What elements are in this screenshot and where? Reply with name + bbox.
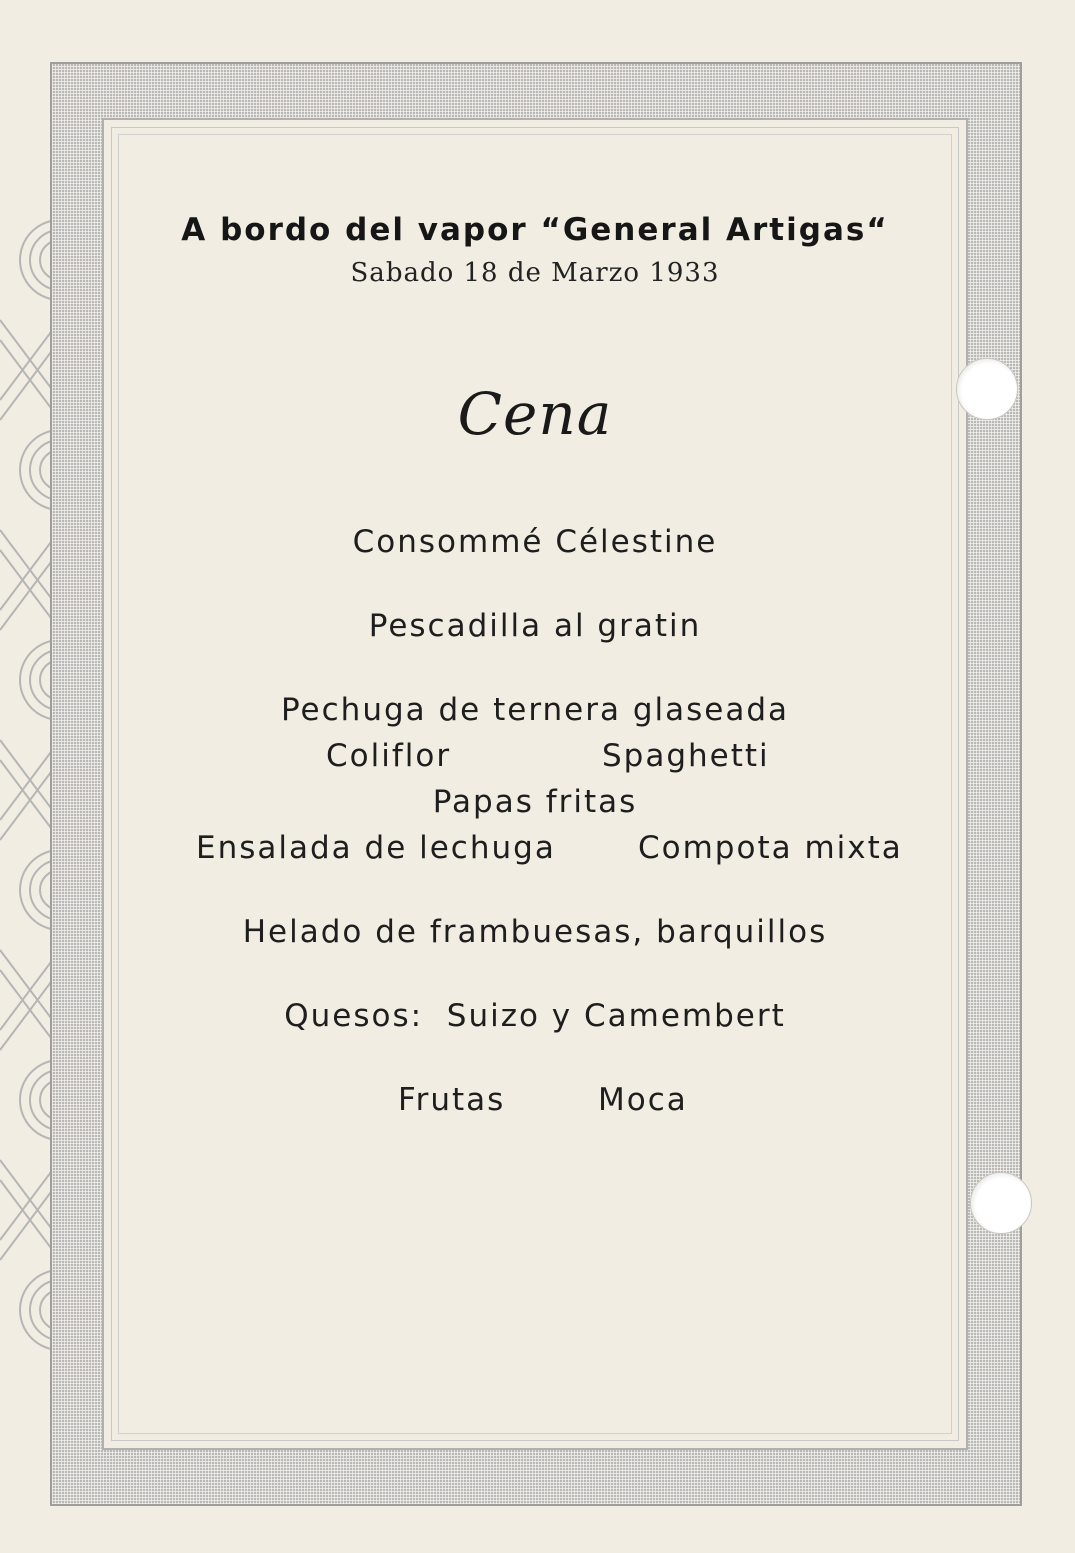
menu-item-quesos: Quesos: Suizo y Camembert bbox=[284, 998, 786, 1034]
final-row bbox=[102, 1082, 968, 1122]
menu-item-frutas: Frutas bbox=[398, 1082, 506, 1118]
side-compota: Compota mixta bbox=[638, 830, 903, 866]
sides-row-1 bbox=[102, 738, 968, 778]
menu-item-pechuga: Pechuga de ternera glaseada bbox=[280, 692, 790, 728]
side-ensalada: Ensalada de lechuga bbox=[196, 830, 556, 866]
menu-item-papas: Papas fritas bbox=[432, 784, 638, 820]
menu-item-moca: Moca bbox=[598, 1082, 688, 1118]
menu-item-helado: Helado de frambuesas, barquillos bbox=[242, 914, 828, 950]
side-coliflor: Coliflor bbox=[326, 738, 452, 774]
side-spaghetti: Spaghetti bbox=[602, 738, 770, 774]
menu-heading: Cena bbox=[457, 380, 613, 448]
menu-date: Sabado 18 de Marzo 1933 bbox=[350, 258, 720, 288]
menu-item-pescadilla: Pescadilla al gratin bbox=[368, 608, 702, 644]
sides-row-2 bbox=[102, 830, 968, 870]
menu-item-consomme: Consommé Célestine bbox=[352, 524, 718, 560]
punch-hole-bottom bbox=[970, 1172, 1032, 1234]
ship-title: A bordo del vapor “General Artigas“ bbox=[181, 212, 889, 248]
